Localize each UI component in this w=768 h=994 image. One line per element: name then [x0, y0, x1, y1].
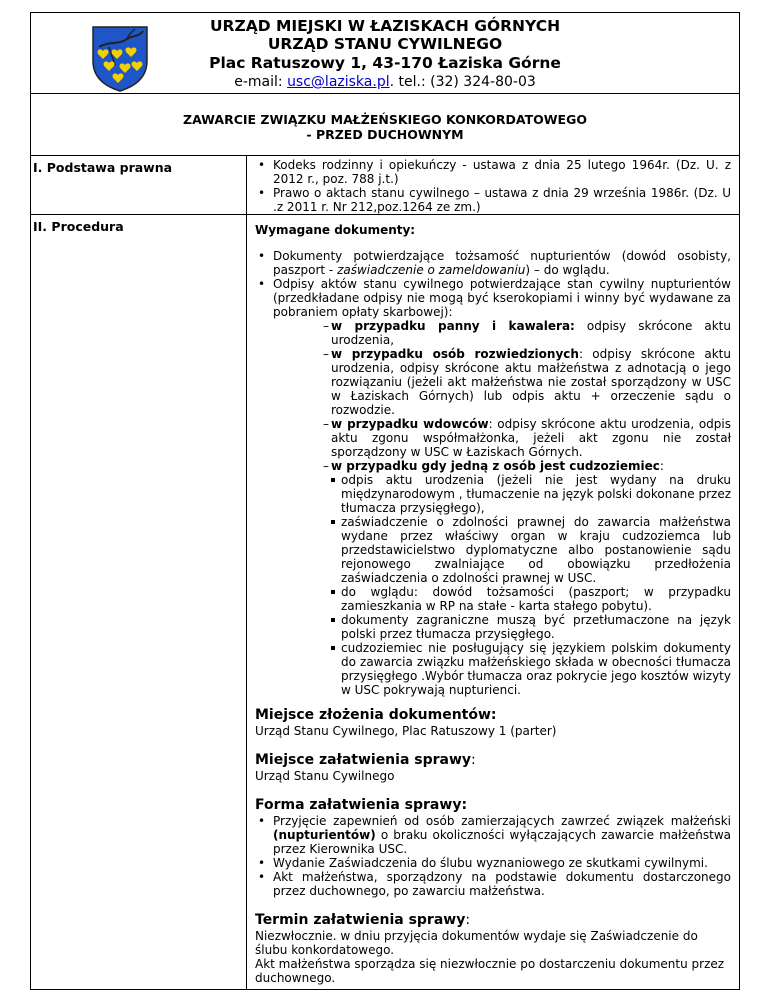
form-heading: Forma załatwienia sprawy: [255, 797, 468, 813]
office-subname: URZĄD STANU CYWILNEGO [267, 35, 503, 53]
email-link[interactable]: usc@laziska.pl [287, 74, 390, 90]
legal-basis-item: • Prawo o aktach stanu cywilnego – ustawa z dnia 29 września 1986r. (Dz. U .z 2011 r. Nr 212,poz.1264 ze zm.) [255, 186, 731, 214]
term-text: Akt małżeństwa sporządza się niezwłocznie po dostarczeniu dokumentu przez duchownego. [255, 957, 725, 985]
legal-basis-content [247, 156, 739, 214]
document-item: • Odpisy aktów stanu cywilnego potwierdzające stan cywilny nupturientów (przedkładane odpisy nie mogą być kserokopiami i winny być wydawane za pobraniem opłaty skarbowej): [255, 277, 731, 319]
term-heading: Termin załatwienia sprawy: [255, 912, 471, 928]
case-item: – w przypadku gdy jedną z osób jest cudzoziemiec: [255, 459, 731, 473]
form-item: • Wydanie Zaświadczenia do ślubu wyznaniowego ze skutkami cywilnymi. [255, 856, 731, 870]
term-text: Niezwłocznie. w dniu przyjęcia dokumentów wydaje się Zaświadczenie do ślubu konkordatowego. [255, 929, 698, 957]
foreigner-doc-item: do wglądu: dowód tożsamości (paszport; w przypadku zamieszkania w RP na stałe - karta stałego pobytu). [255, 585, 731, 613]
document-page [30, 12, 740, 990]
legal-basis-item: • Kodeks rodzinny i opiekuńczy - ustawa z dnia 25 lutego 1964r. (Dz. U. z 2012 r., poz. 788 j.t.) [255, 158, 731, 186]
legal-basis-label: I. Podstawa prawna [31, 156, 247, 214]
case-item: – w przypadku panny i kawalera: odpisy skrócone aktu urodzenia, [255, 319, 731, 347]
legal-basis-row [31, 156, 739, 215]
case-item: – w przypadku wdowców: odpisy skrócone aktu urodzenia, odpis aktu zgonu współmałżonka, jeżeli akt zgonu nie został sporządzony w USC w Łaziskach Górnych. [255, 417, 731, 459]
case-item: – w przypadku osób rozwiedzionych: odpisy skrócone aktu urodzenia, odpisy skrócone aktu małżeństwa z adnotacją o jego rozwiązaniu (jeżeli akt małżeństwa nie został sporządzony w USC w Łaziskach Górnych) lub odpis aktu + orzeczenie sądu o rozwodzie. [255, 347, 731, 417]
procedure-content [247, 215, 739, 989]
place-submit-heading: Miejsce złożenia dokumentów: [255, 707, 497, 723]
office-name: URZĄD MIEJSKI W ŁAZISKACH GÓRNYCH [209, 17, 561, 35]
letterhead [31, 13, 739, 94]
document-title [31, 94, 739, 156]
foreigner-doc-item: cudzoziemiec nie posługujący się językiem polskim dokumenty do zawarcia związku małżeńskiego składa w obecności tłumacza przysięgłego .Wybór tłumacza oraz pokrycie jego kosztów wizyty w USC pokrywają nupturienci. [255, 641, 731, 697]
title-line-1: ZAWARCIE ZWIĄZKU MAŁŻEŃSKIEGO KONKORDATOWEGO [183, 112, 587, 127]
title-line-2: - PRZED DUCHOWNYM [306, 127, 464, 142]
email-label: e-mail: [234, 74, 288, 90]
form-item: • Akt małżeństwa, sporządzony na podstawie dokumentu dostarczonego przez duchownego, po zawarciu małżeństwa. [255, 870, 731, 898]
place-handle-text: Urząd Stanu Cywilnego [255, 769, 395, 783]
foreigner-doc-item: zaświadczenie o zdolności prawnej do zawarcia małżeństwa wydane przez właściwy organ w kraju cudzoziemca lub przedstawicielstwo dyplomatyczne albo postanowienie sądu rejonowego zwalniające od obowiązku przedłożenia zaświadczenia o zdolności prawnej w USC. [255, 515, 731, 585]
coat-of-arms-icon [89, 23, 151, 93]
document-item: • Dokumenty potwierdzające tożsamość nupturientów (dowód osobisty, paszport - zaświadczenie o zameldowaniu) – do wglądu. [255, 249, 731, 277]
procedure-row [31, 215, 739, 989]
foreigner-doc-item: odpis aktu urodzenia (jeżeli nie jest wydany na druku międzynarodowym , tłumaczenie na język polski dokonane przez tłumacza przysięgłego), [255, 473, 731, 515]
place-handle-heading: Miejsce załatwienia sprawy: [255, 752, 476, 768]
required-documents-heading: Wymagane dokumenty: [255, 223, 416, 237]
foreigner-doc-item: dokumenty zagraniczne muszą być przetłumaczone na język polski przez tłumacza przysięgłego. [255, 613, 731, 641]
phone-text: . tel.: (32) 324-80-03 [389, 74, 536, 90]
procedure-label: II. Procedura [31, 215, 247, 989]
place-submit-text: Urząd Stanu Cywilnego, Plac Ratuszowy 1 (parter) [255, 724, 557, 738]
office-address: Plac Ratuszowy 1, 43-170 Łaziska Górne [209, 54, 561, 72]
form-item: • Przyjęcie zapewnień od osób zamierzających zawrzeć związek małżeński (nupturientów) o braku okoliczności wyłączających zawarcie małżeństwa przez Kierownika USC. [255, 814, 731, 856]
